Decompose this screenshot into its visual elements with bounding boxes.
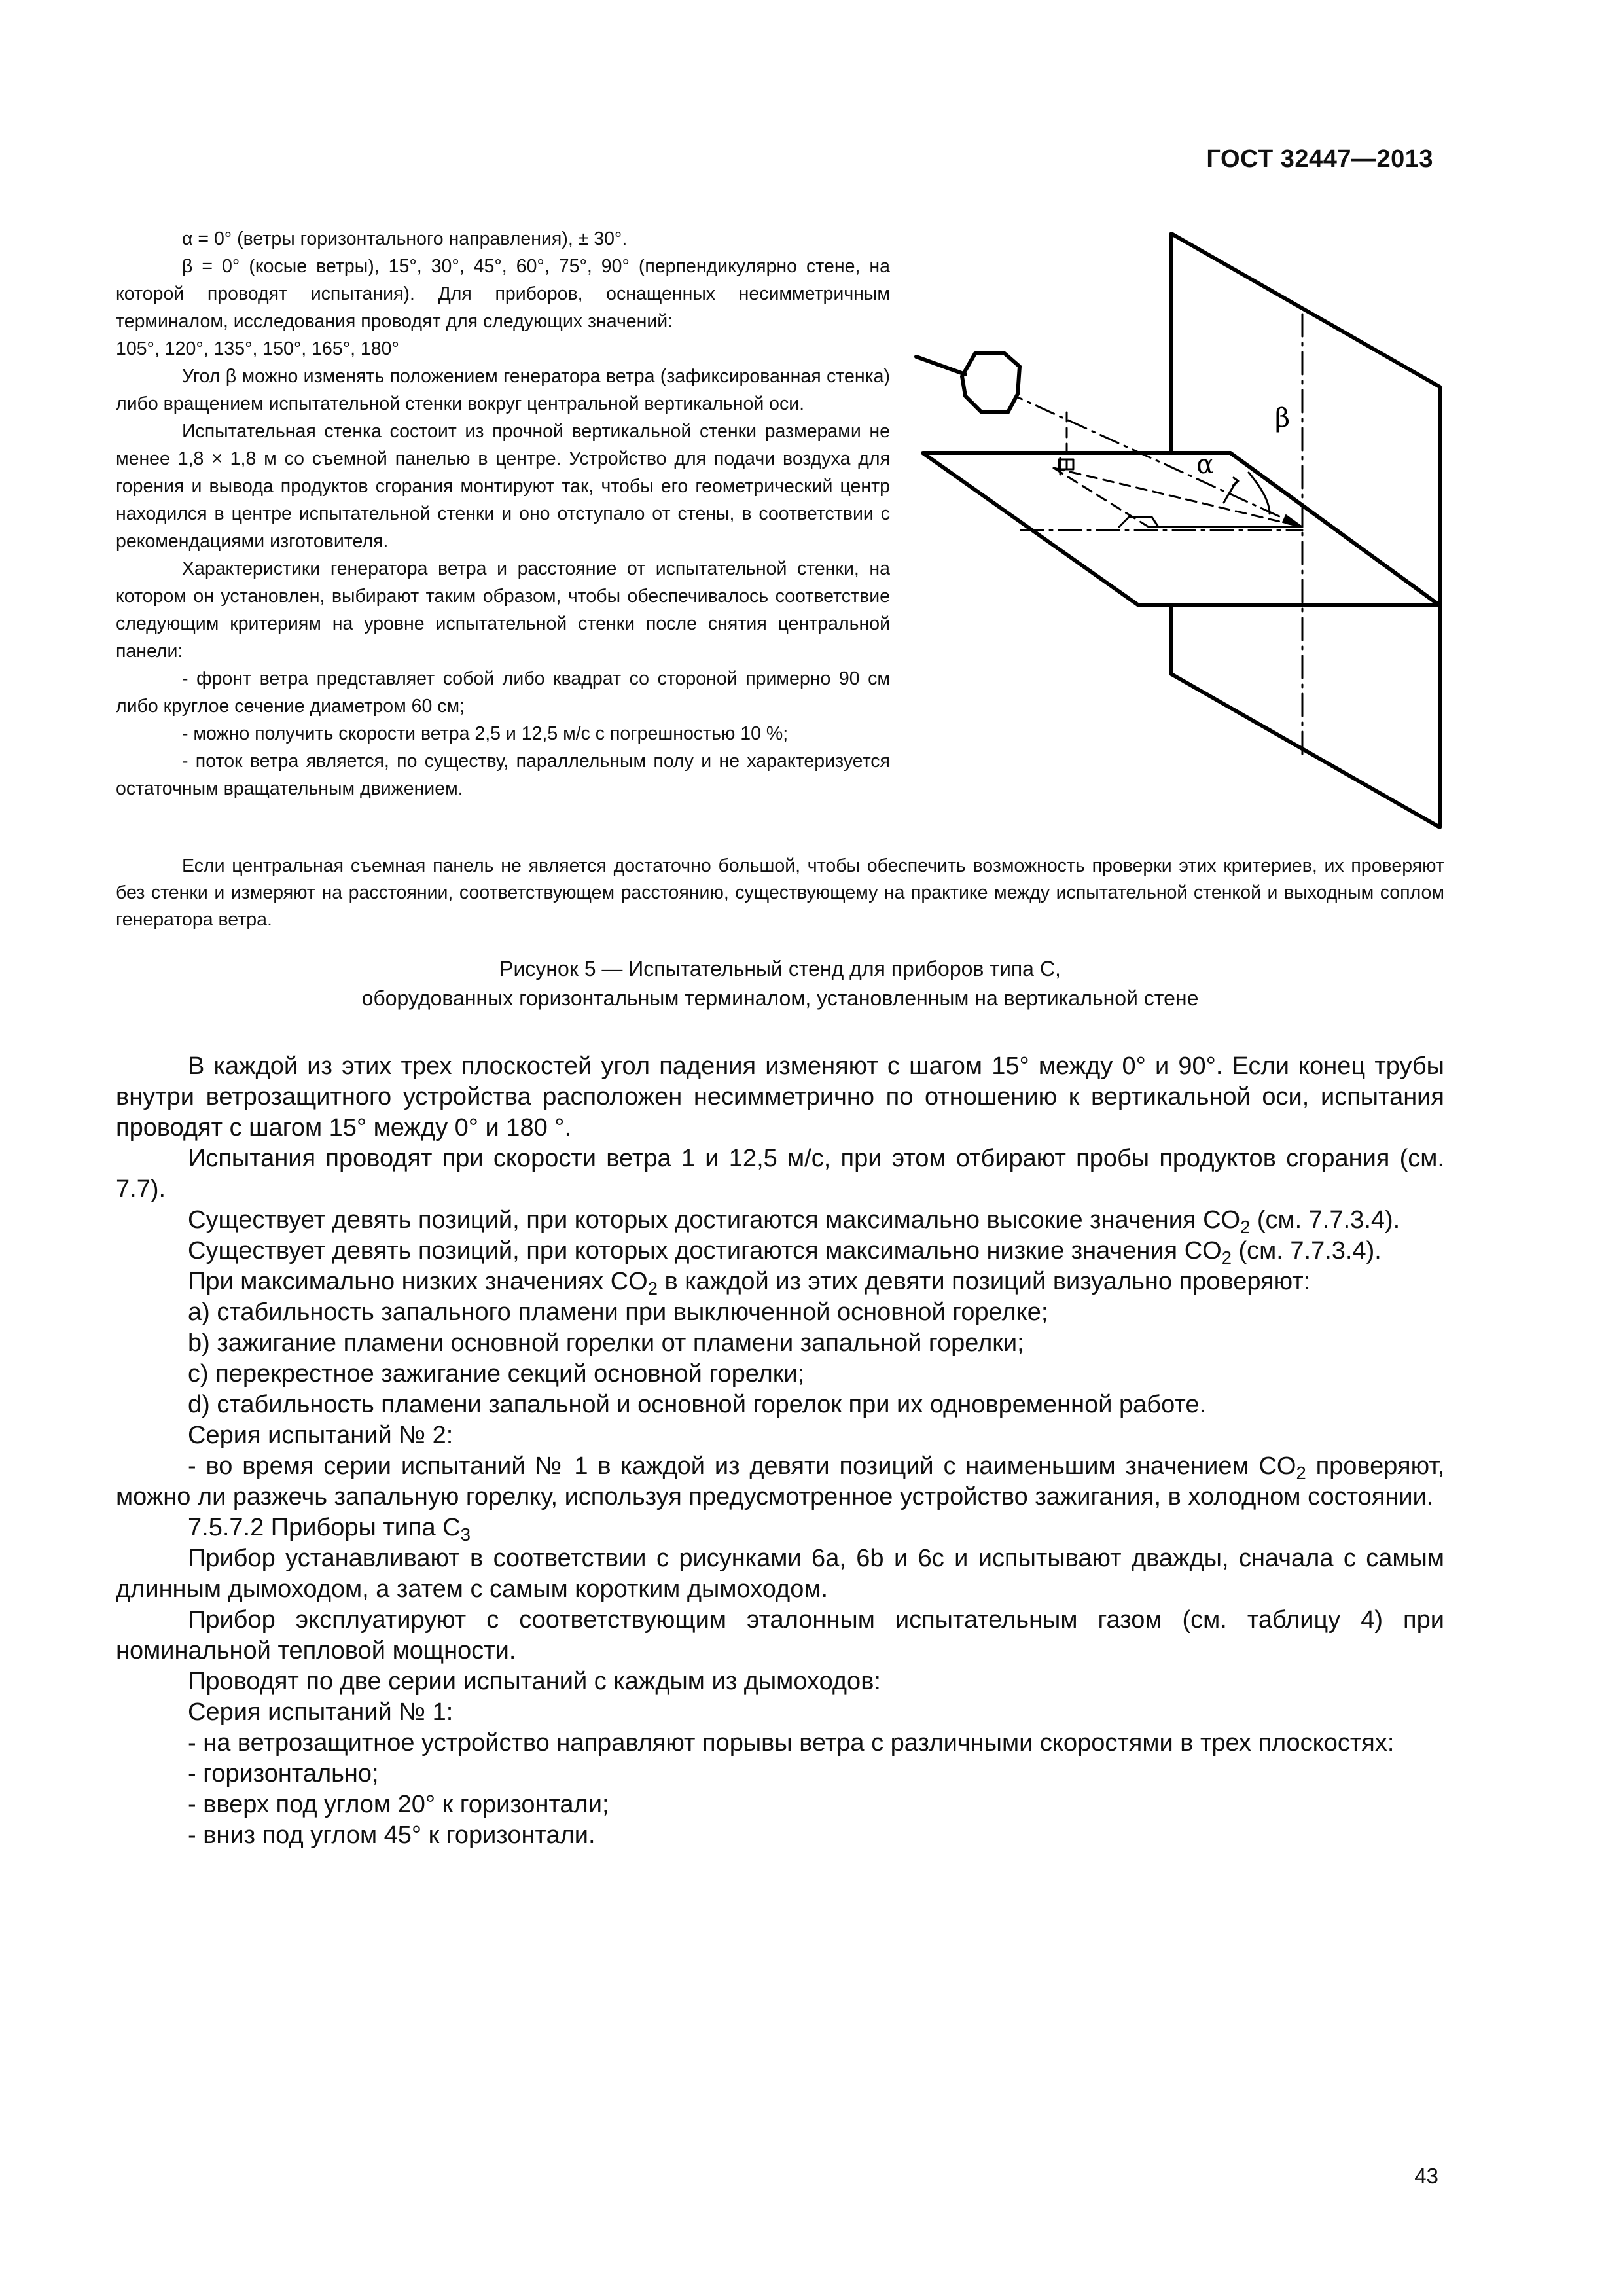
legend-beta-values: 105°, 120°, 135°, 150°, 165°, 180°: [116, 338, 399, 359]
legend-removable-panel: Если центральная съемная панель не является достаточно большой, чтобы обеспечить возможность проверки этих критериев, их проверяют без стенки и измеряют на расстоянии, соответствующем расстоянию, существующему на практике между испытательной стенкой и выходным соплом генератора ветра.: [116, 855, 1444, 930]
paragraph-visual-checks: При максимально низких значениях $CO_2$ в каждой из этих девяти позиций визуально проверяют:: [188, 1268, 1311, 1299]
caption-line-2: оборудованных горизонтальным терминалом, установленным на вертикальной стене: [361, 986, 1199, 1010]
body-text: [116, 1051, 1444, 1851]
check-item-c: c) перекрестное зажигание секций основной горелки;: [188, 1360, 805, 1388]
legend-beta-change: Угол β можно изменять положением генератора ветра (зафиксированная стенка) либо вращением испытательной стенки вокруг центральной вертикальной оси.: [116, 366, 890, 414]
legend-criterion-3: - поток ветра является, по существу, параллельным полу и не характеризуется остаточным вращательным движением.: [116, 751, 890, 799]
paragraph-install: Прибор устанавливают в соответствии с рисунками 6a, 6b и 6c и испытывают дважды, сначала с самым длинным дымоходом, а затем с самым коротким дымоходом.: [116, 1545, 1444, 1603]
direction-horizontal: - горизонтально;: [188, 1760, 379, 1787]
legend-wall: Испытательная стенка состоит из прочной вертикальной стенки размерами не менее 1,8 × 1,8 м со съемной панелью в центре. Устройство для подачи воздуха для горения и вывода продуктов сгорания монтируют так, чтобы его геометрический центр находился в центре испытательной стенки и оно отступало от стены, в соответствии с рекомендациями изготовителя.: [116, 421, 890, 552]
legend-beta: β = 0° (косые ветры), 15°, 30°, 45°, 60°, 75°, 90° (перпендикулярно стене, на которой проводят испытания). Для приборов, оснащенных несимметричным терминалом, исследования проводят для следующих значений:: [116, 256, 890, 332]
test-rig-diagram: [903, 223, 1479, 831]
check-item-d: d) стабильность пламени запальной и основной горелок при их одновременной работе.: [188, 1391, 1207, 1418]
caption-line-1: Рисунок 5 — Испытательный стенд для приборов типа С,: [499, 957, 1061, 980]
direction-up: - вверх под углом 20° к горизонтали;: [188, 1791, 609, 1818]
label-alpha: α: [1196, 450, 1215, 480]
figure-legend: [116, 225, 890, 802]
series-2-heading: Серия испытаний № 2:: [188, 1422, 454, 1449]
page-number: 43: [1414, 2164, 1438, 2188]
paragraph-operate: Прибор эксплуатируют с соответствующим эталонным испытательным газом (см. таблицу 4) при номинальной тепловой мощности.: [116, 1606, 1444, 1664]
section-heading: 7.5.7.2 Приборы типа $С_3$: [188, 1514, 471, 1545]
direction-down: - вниз под углом 45° к горизонтали.: [188, 1821, 596, 1849]
legend-criterion-1: - фронт ветра представляет собой либо квадрат со стороной примерно 90 см либо круглое сечение диаметром 60 см;: [116, 668, 890, 717]
standard-number: ГОСТ 32447—2013: [1206, 145, 1433, 173]
check-item-a: a) стабильность запального пламени при выключенной основной горелке;: [188, 1299, 1048, 1326]
series-1-heading: Серия испытаний № 1:: [188, 1698, 454, 1726]
figure-legend-note: [116, 853, 1444, 933]
figure-caption: [116, 954, 1444, 1013]
paragraph-two-series: Проводят по две серии испытаний с каждым из дымоходов:: [188, 1668, 881, 1695]
paragraph-max-co2: Существует девять позиций, при которых достигаются максимально высокие значения $CO_2$ (см. 7.7.3.4).: [188, 1206, 1400, 1238]
legend-alpha: α = 0° (ветры горизонтального направления), ± 30°.: [182, 228, 628, 249]
series-2-item: - во время серии испытаний № 1 в каждой из девяти позиций с наименьшим значением $CO_2$ проверяют, можно ли разжечь запальную горелку, используя предусмотренное устройство зажигания, в холодном состоянии.: [116, 1452, 1445, 1511]
paragraph-wind-speeds: Испытания проводят при скорости ветра 1 и 12,5 м/с, при этом отбирают пробы продуктов сгорания (см. 7.7).: [116, 1145, 1444, 1203]
paragraph-min-co2: Существует девять позиций, при которых достигаются максимально низкие значения $CO_2$ (см. 7.7.3.4).: [188, 1237, 1382, 1268]
paragraph-gusts: - на ветрозащитное устройство направляют порывы ветра с различными скоростями в трех плоскостях:: [188, 1729, 1395, 1757]
legend-criterion-2: - можно получить скорости ветра 2,5 и 12,5 м/с с погрешностью 10 %;: [182, 723, 789, 744]
paragraph-angle-steps: В каждой из этих трех плоскостей угол падения изменяют с шагом 15° между 0° и 90°. Если конец трубы внутри ветрозащитного устройства расположен несимметрично по отношению к вертикальной оси, испытания проводят с шагом 15° между 0° и 180 °.: [116, 1052, 1444, 1141]
legend-generator: Характеристики генератора ветра и расстояние от испытательной стенки, на котором он установлен, выбирают таким образом, чтобы обеспечивалось соответствие следующим критериям на уровне испытательной стенки после снятия центральной панели:: [116, 558, 890, 662]
check-item-b: b) зажигание пламени основной горелки от пламени запальной горелки;: [188, 1329, 1024, 1357]
wind-generator: [962, 353, 1020, 412]
label-beta: β: [1275, 403, 1291, 433]
